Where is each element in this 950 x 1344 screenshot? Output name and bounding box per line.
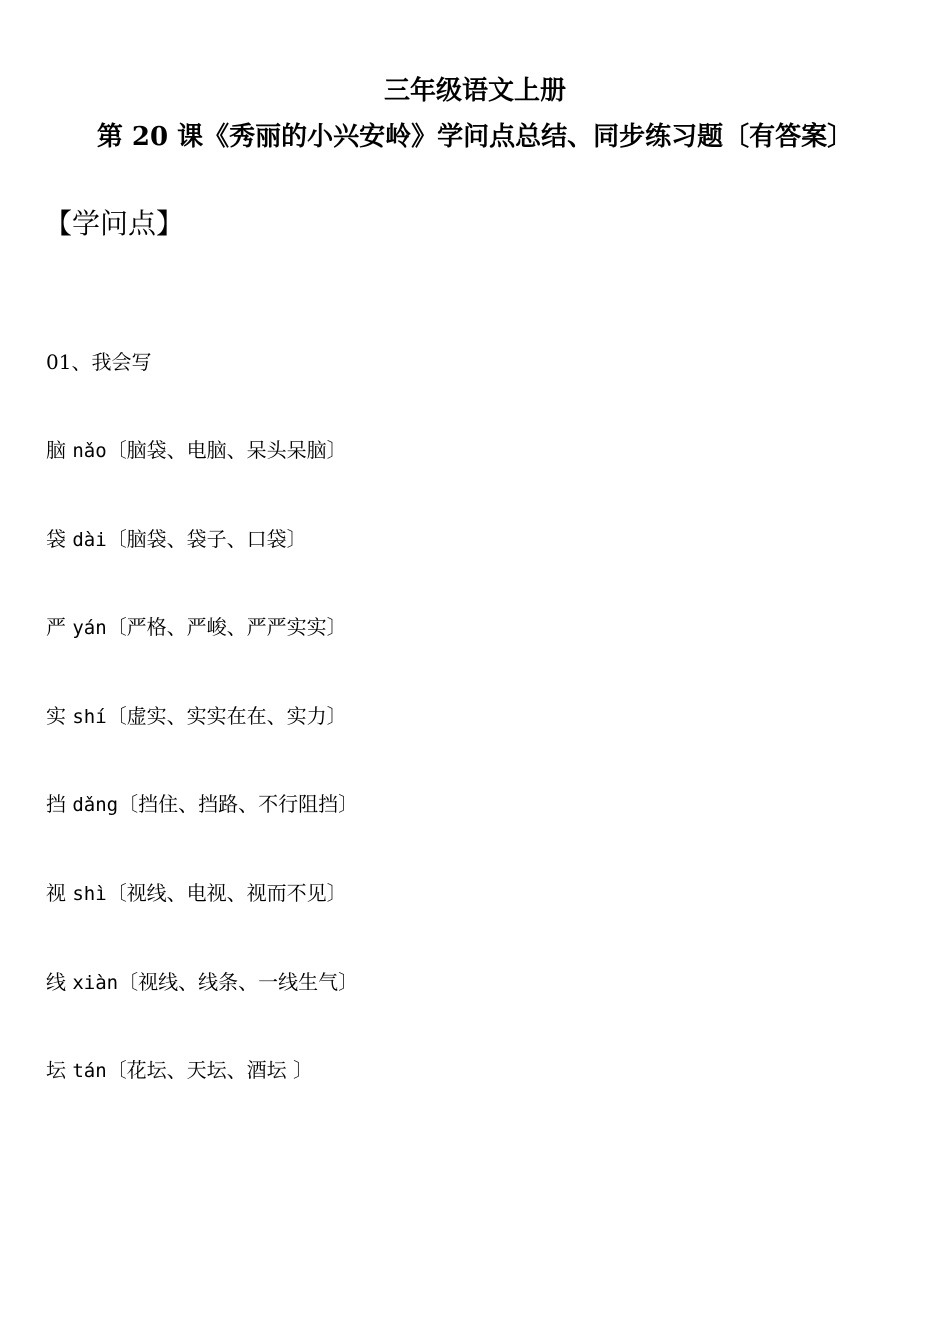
vocabulary-example-words: 〔视线、线条、一线生气〕	[118, 969, 359, 994]
vocabulary-example-words: 〔脑袋、电脑、呆头呆脑〕	[106, 438, 347, 462]
vocabulary-pinyin: shí	[72, 705, 107, 728]
section-heading: 【学问点】	[44, 207, 185, 240]
vocabulary-item	[46, 526, 358, 615]
vocabulary-character: 坛	[46, 1058, 66, 1083]
vocabulary-character: 视	[46, 880, 66, 905]
vocabulary-example-words: 〔脑袋、袋子、口袋〕	[106, 526, 307, 551]
vocabulary-pinyin: shì	[72, 882, 107, 905]
vocabulary-character: 线	[46, 969, 66, 994]
vocabulary-character: 脑	[46, 438, 66, 462]
vocabulary-pinyin: yán	[72, 617, 107, 640]
vocabulary-example-words: 〔虚实、实实在在、实力〕	[106, 703, 347, 728]
vocabulary-pinyin: dài	[72, 528, 107, 551]
vocabulary-item	[46, 703, 358, 792]
vocabulary-pinyin: dǎng	[72, 794, 119, 817]
vocabulary-list	[46, 437, 358, 1146]
vocabulary-example-words: 〔视线、电视、视而不见〕	[106, 880, 347, 905]
vocabulary-item	[46, 1057, 358, 1146]
vocabulary-pinyin: xiàn	[72, 971, 119, 994]
document-title: 三年级语文上册	[383, 76, 566, 106]
vocabulary-character: 严	[46, 615, 66, 640]
document-subtitle: 第 20 课《秀丽的小兴安岭》学问点总结、同步练习题〔有答案〕	[96, 122, 854, 152]
vocabulary-item	[46, 614, 358, 703]
vocabulary-pinyin: tán	[72, 1060, 107, 1083]
subsection-title: 01、我会写	[46, 350, 152, 374]
vocabulary-character: 袋	[46, 526, 66, 551]
vocabulary-example-words: 〔严格、严峻、严严实实〕	[106, 615, 347, 640]
vocabulary-item	[46, 791, 358, 880]
vocabulary-character: 实	[46, 703, 66, 728]
vocabulary-example-words: 〔挡住、挡路、不行阻挡〕	[118, 792, 359, 817]
vocabulary-example-words: 〔花坛、天坛、酒坛 〕	[106, 1058, 314, 1083]
vocabulary-character: 挡	[46, 792, 66, 817]
vocabulary-item	[46, 969, 358, 1058]
vocabulary-pinyin: nǎo	[72, 440, 107, 462]
vocabulary-item	[46, 880, 358, 969]
vocabulary-item	[46, 437, 358, 526]
